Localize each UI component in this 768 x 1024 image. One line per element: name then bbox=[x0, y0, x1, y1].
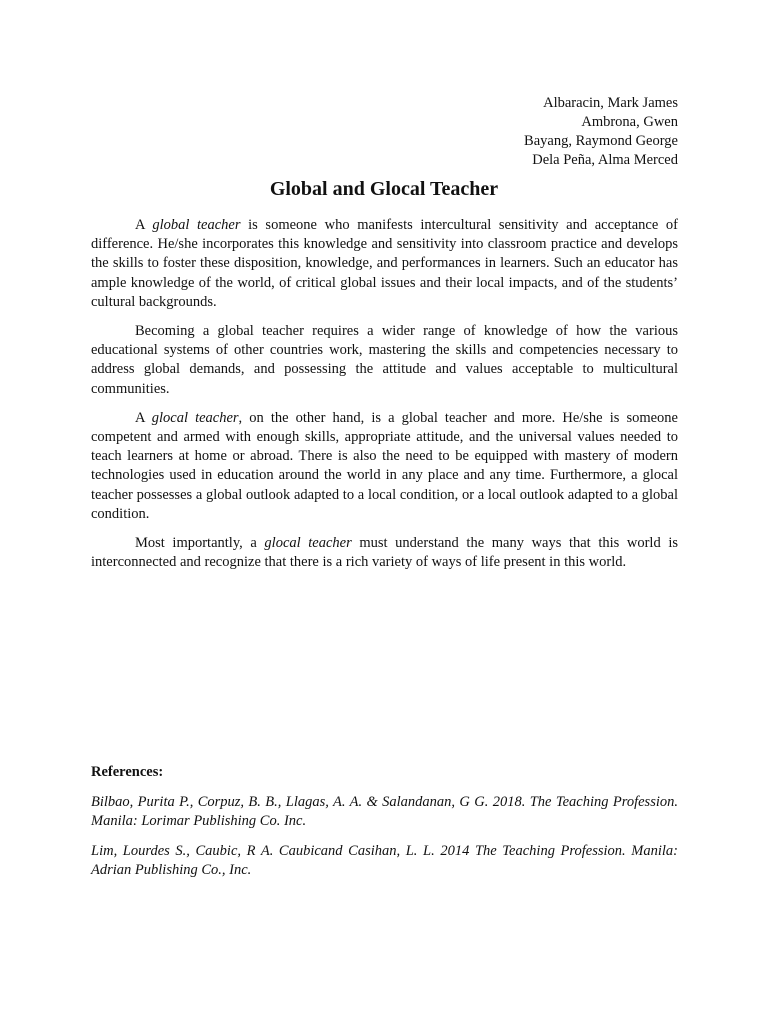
paragraph-becoming-global: Becoming a global teacher requires a wider range of knowledge of how the various educational systems of other countries work, mastering the skills and competencies necessary to address global demands, and possessing the attitude and values acceptable to multicultural communities. bbox=[91, 323, 678, 397]
emphasis-term: global teacher bbox=[152, 217, 241, 233]
paragraph-most-importantly bbox=[91, 534, 678, 572]
reference-item: Bilbao, Purita P., Corpuz, B. B., Llagas, A. A. & Salandanan, G G. 2018. The Teaching Profession. Manila: Lorimar Publishing Co. Inc. bbox=[91, 794, 678, 830]
author-name: Albaracin, Mark James bbox=[543, 95, 678, 111]
paragraph-text: , on the other hand, is a global teacher and more. He/she is someone competent and armed with enough skills, appropriate attitude, and the universal values needed to teach learners at home or abroad. There is also the need to be equipped with mastery of modern technologies used in education around the world in any place and any time. Furthermore, a glocal teacher possesses a global outlook adapted to a local condition, or a local outlook adapted to a global condition. bbox=[91, 409, 678, 522]
reference-item: Lim, Lourdes S., Caubic, R A. Caubicand Casihan, L. L. 2014 The Teaching Profession. Manila: Adrian Publishing Co., Inc. bbox=[91, 842, 678, 878]
document-title: Global and Glocal Teacher bbox=[269, 178, 499, 200]
document-body bbox=[91, 216, 678, 582]
paragraph-text: Most importantly, a bbox=[135, 535, 265, 552]
author-list bbox=[524, 94, 678, 170]
paragraph-global-teacher bbox=[91, 216, 678, 312]
paragraph-text: A bbox=[135, 409, 152, 426]
author-name: Dela Peña, Alma Merced bbox=[532, 152, 678, 168]
paragraph-glocal-teacher bbox=[91, 409, 678, 524]
author-name: Bayang, Raymond George bbox=[524, 133, 678, 149]
references-heading: References: bbox=[91, 764, 164, 780]
paragraph-text: A bbox=[135, 217, 153, 233]
emphasis-term: glocal teacher bbox=[264, 535, 352, 552]
paragraph-text: must understand the many ways that this world is interconnected and recognize that there is a rich variety of ways of life present in this world. bbox=[91, 535, 678, 571]
author-name: Ambrona, Gwen bbox=[581, 114, 678, 130]
references-section bbox=[91, 763, 678, 890]
emphasis-term: glocal teacher bbox=[151, 409, 239, 426]
paragraph-text: is someone who manifests intercultural sensitivity and acceptance of difference. He/she incorporates this knowledge and sensitivity into classroom practice and develops the skills to foster these disposition, knowledge, and performances in learners. Such an educator has ample knowledge of the world, of critical global issues and their local impacts, and of the students’ cultural backgrounds. bbox=[91, 217, 678, 310]
